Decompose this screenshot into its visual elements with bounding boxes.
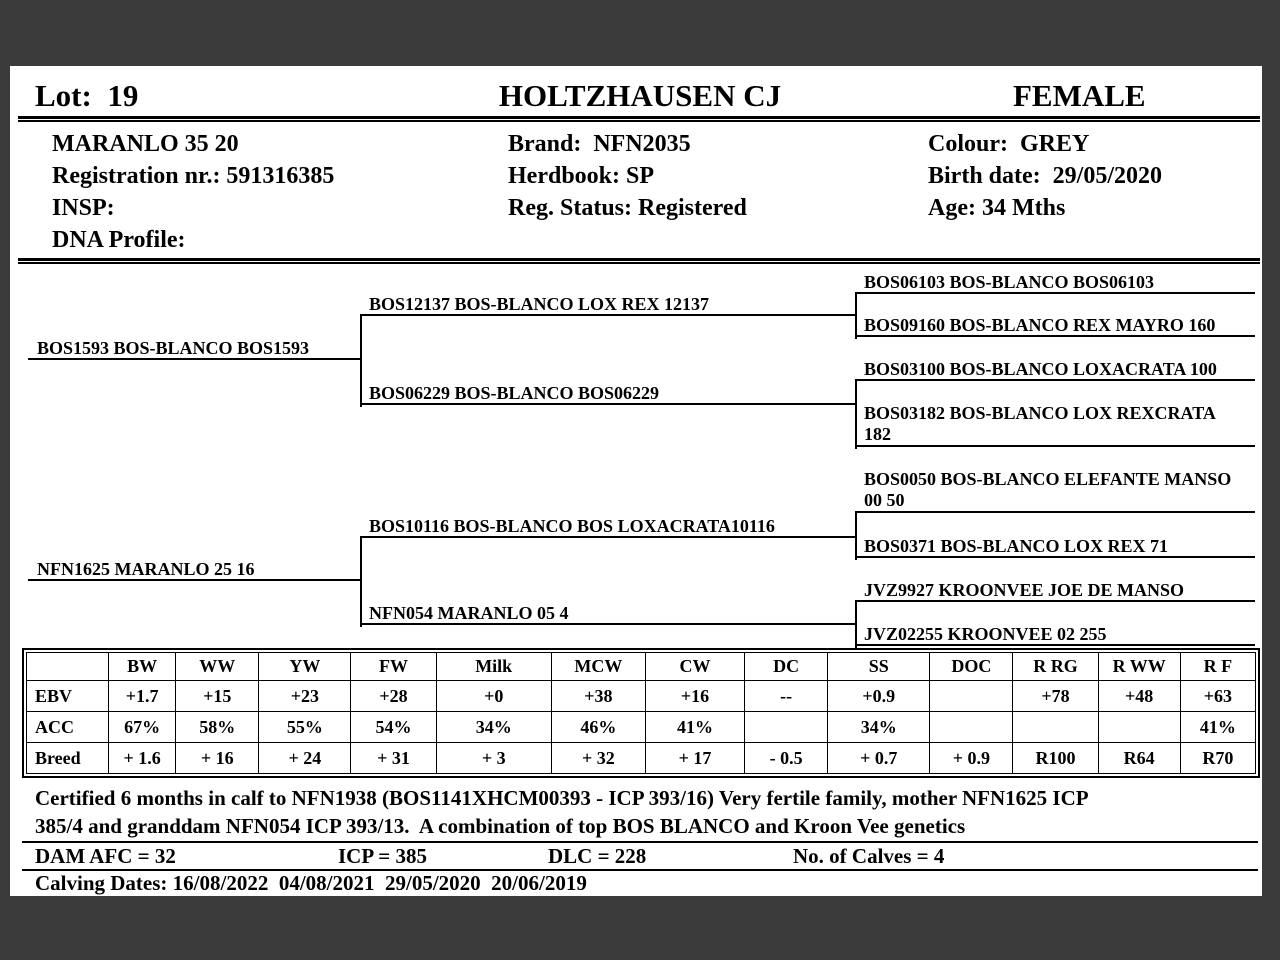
pedigree-entry bbox=[855, 469, 1255, 513]
stat-cell: +0 bbox=[436, 681, 551, 712]
stat-cell: + 1.6 bbox=[109, 743, 176, 774]
col-header: R RG bbox=[1013, 653, 1098, 681]
dna-profile-label: DNA Profile: bbox=[52, 227, 186, 253]
stat-cell: +48 bbox=[1098, 681, 1180, 712]
breeder-name: HOLTZHAUSEN CJ bbox=[498, 78, 782, 113]
dam-dlc: DLC = 228 bbox=[548, 844, 647, 868]
stat-cell: 67% bbox=[109, 712, 176, 743]
ancestor-name: NFN1625 MARANLO 25 16 bbox=[37, 559, 255, 579]
stat-cell: +63 bbox=[1180, 681, 1255, 712]
breed-row bbox=[27, 743, 1256, 774]
stat-cell bbox=[930, 681, 1013, 712]
col-header: YW bbox=[259, 653, 351, 681]
col-header: BW bbox=[109, 653, 176, 681]
pedigree-connector bbox=[855, 294, 857, 339]
pedigree-entry-granddam bbox=[360, 383, 855, 405]
ancestor-name: BOS1593 BOS-BLANCO BOS1593 bbox=[37, 338, 310, 358]
col-header: R WW bbox=[1098, 653, 1180, 681]
stat-cell: +78 bbox=[1013, 681, 1098, 712]
acc-row bbox=[27, 712, 1256, 743]
age: Age: 34 Mths bbox=[928, 195, 1066, 221]
col-header: R F bbox=[1180, 653, 1255, 681]
pedigree-entry-granddam bbox=[360, 603, 855, 625]
info-column-animal bbox=[52, 128, 334, 256]
pedigree-entry-grandsire bbox=[360, 516, 855, 538]
pedigree-entry-grandsire bbox=[360, 294, 855, 316]
info-column-registration bbox=[508, 128, 747, 224]
pedigree-connector bbox=[360, 538, 362, 627]
stat-cell bbox=[745, 712, 828, 743]
ancestor-name: BOS0050 BOS-BLANCO ELEFANTE MANSO bbox=[864, 469, 1232, 489]
ebv-row bbox=[27, 681, 1256, 712]
col-header: MCW bbox=[551, 653, 645, 681]
col-header: FW bbox=[351, 653, 436, 681]
info-column-details bbox=[928, 128, 1162, 224]
stat-cell bbox=[1013, 712, 1098, 743]
birth-date: Birth date: 29/05/2020 bbox=[928, 163, 1162, 189]
stat-cell bbox=[1098, 712, 1180, 743]
col-header: CW bbox=[645, 653, 744, 681]
pedigree-entry-sire bbox=[28, 338, 360, 360]
ancestor-name: BOS03100 BOS-BLANCO LOXACRATA 100 bbox=[864, 359, 1217, 379]
ancestor-name: BOS12137 BOS-BLANCO LOX REX 12137 bbox=[369, 294, 710, 314]
stat-cell: 34% bbox=[436, 712, 551, 743]
pedigree-entry bbox=[855, 536, 1255, 558]
col-header: Milk bbox=[436, 653, 551, 681]
stat-cell: 34% bbox=[828, 712, 930, 743]
stat-cell: -- bbox=[745, 681, 828, 712]
stat-cell: 46% bbox=[551, 712, 645, 743]
header-divider bbox=[18, 116, 1260, 122]
dam-icp: ICP = 385 bbox=[338, 844, 427, 868]
col-header: WW bbox=[176, 653, 259, 681]
info-divider bbox=[18, 258, 1260, 264]
notes-line: Certified 6 months in calf to NFN1938 (BOS1141XHCM00393 - ICP 393/16) Very fertile family, mother NFN1625 ICP bbox=[35, 786, 1089, 810]
stat-cell: + 24 bbox=[259, 743, 351, 774]
ancestor-name: BOS06229 BOS-BLANCO BOS06229 bbox=[369, 383, 660, 403]
ancestor-name: BOS0371 BOS-BLANCO LOX REX 71 bbox=[864, 536, 1169, 556]
reg-status: Reg. Status: Registered bbox=[508, 195, 747, 221]
stat-cell: +1.7 bbox=[109, 681, 176, 712]
stat-cell: + 32 bbox=[551, 743, 645, 774]
pedigree-entry-dam bbox=[28, 559, 360, 581]
dam-afc: DAM AFC = 32 bbox=[35, 844, 176, 868]
pedigree-entry bbox=[855, 624, 1255, 646]
row-label: ACC bbox=[27, 712, 109, 743]
stat-cell: + 3 bbox=[436, 743, 551, 774]
col-header bbox=[27, 653, 109, 681]
notes-line: 385/4 and granddam NFN054 ICP 393/13. A combination of top BOS BLANCO and Kroon Vee genetics bbox=[35, 814, 966, 838]
stat-cell: 54% bbox=[351, 712, 436, 743]
stat-cell: + 16 bbox=[176, 743, 259, 774]
ancestor-name: BOS10116 BOS-BLANCO BOS LOXACRATA10116 bbox=[369, 516, 775, 536]
certification-notes bbox=[35, 784, 1253, 840]
ebv-header-row bbox=[27, 653, 1256, 681]
brand: Brand: NFN2035 bbox=[508, 131, 691, 157]
stat-cell: - 0.5 bbox=[745, 743, 828, 774]
stat-cell: +38 bbox=[551, 681, 645, 712]
ancestor-name: BOS09160 BOS-BLANCO REX MAYRO 160 bbox=[864, 315, 1216, 335]
stat-cell bbox=[930, 712, 1013, 743]
stat-cell: +23 bbox=[259, 681, 351, 712]
stat-cell: + 0.7 bbox=[828, 743, 930, 774]
pedigree-entry bbox=[855, 403, 1255, 447]
pedigree-connector bbox=[855, 381, 857, 449]
animal-name: MARANLO 35 20 bbox=[52, 131, 239, 157]
stat-cell: + 0.9 bbox=[930, 743, 1013, 774]
ancestor-name: BOS03182 BOS-BLANCO LOX REXCRATA bbox=[864, 403, 1216, 423]
col-header: SS bbox=[828, 653, 930, 681]
dam-calves: No. of Calves = 4 bbox=[793, 844, 945, 868]
stat-cell: 58% bbox=[176, 712, 259, 743]
pedigree-entry bbox=[855, 272, 1255, 294]
sex-label: FEMALE bbox=[1013, 78, 1146, 113]
stat-cell: 41% bbox=[645, 712, 744, 743]
stat-cell: +16 bbox=[645, 681, 744, 712]
ancestor-name: BOS06103 BOS-BLANCO BOS06103 bbox=[864, 272, 1155, 292]
ancestor-name-cont: 00 50 bbox=[864, 490, 905, 510]
pedigree-entry bbox=[855, 580, 1255, 602]
ancestor-name: NFN054 MARANLO 05 4 bbox=[369, 603, 569, 623]
stat-cell: + 17 bbox=[645, 743, 744, 774]
notes-divider bbox=[22, 841, 1258, 843]
pedigree-connector bbox=[855, 602, 857, 648]
col-header: DOC bbox=[930, 653, 1013, 681]
stat-cell: R70 bbox=[1180, 743, 1255, 774]
col-header: DC bbox=[745, 653, 828, 681]
stat-cell: R100 bbox=[1013, 743, 1098, 774]
pedigree-connector bbox=[855, 513, 857, 560]
row-label: Breed bbox=[27, 743, 109, 774]
herdbook: Herdbook: SP bbox=[508, 163, 655, 189]
colour: Colour: GREY bbox=[928, 131, 1090, 157]
stat-cell: + 31 bbox=[351, 743, 436, 774]
row-label: EBV bbox=[27, 681, 109, 712]
pedigree-entry bbox=[855, 315, 1255, 337]
pedigree-connector bbox=[360, 316, 362, 407]
stat-cell: +0.9 bbox=[828, 681, 930, 712]
ancestor-name: JVZ02255 KROONVEE 02 255 bbox=[864, 624, 1107, 644]
ancestor-name: JVZ9927 KROONVEE JOE DE MANSO bbox=[864, 580, 1185, 600]
ebv-table bbox=[22, 648, 1260, 778]
stat-cell: 41% bbox=[1180, 712, 1255, 743]
calving-dates: Calving Dates: 16/08/2022 04/08/2021 29/05/2020 20/06/2019 bbox=[35, 871, 587, 895]
stat-cell: +28 bbox=[351, 681, 436, 712]
stat-cell: R64 bbox=[1098, 743, 1180, 774]
pedigree-entry bbox=[855, 359, 1255, 381]
registration-number: Registration nr.: 591316385 bbox=[52, 163, 335, 189]
lot-number: Lot: 19 bbox=[35, 78, 139, 113]
insp-label: INSP: bbox=[52, 195, 115, 221]
stat-cell: 55% bbox=[259, 712, 351, 743]
stat-cell: +15 bbox=[176, 681, 259, 712]
ancestor-name-cont: 182 bbox=[864, 424, 891, 444]
